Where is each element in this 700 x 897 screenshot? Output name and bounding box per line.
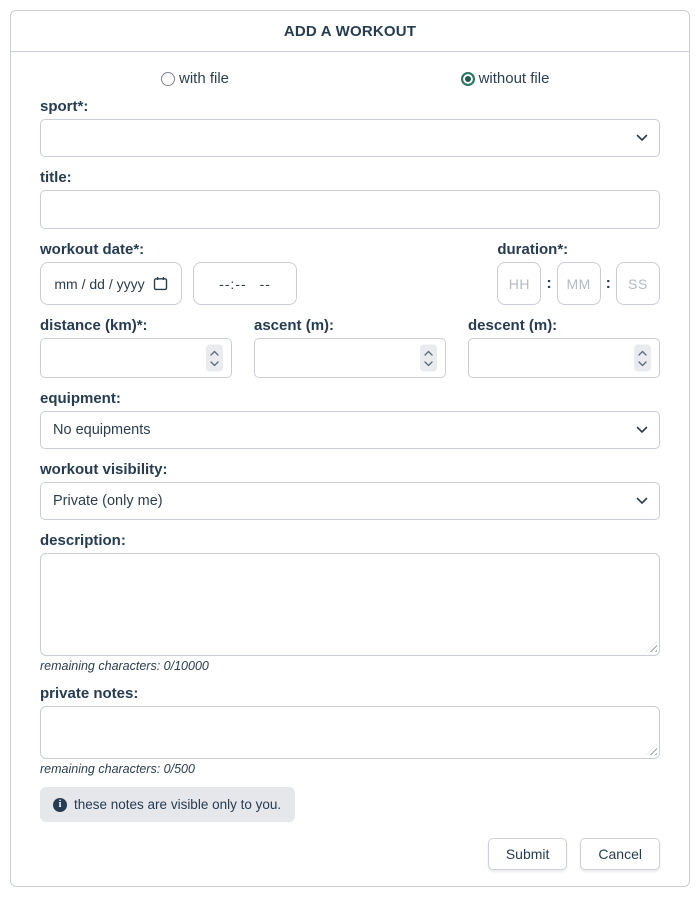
title-field-group xyxy=(40,169,660,229)
radio-without-file-label: without file xyxy=(478,70,550,87)
descent-label: descent (m): xyxy=(468,317,558,334)
duration-colon: : xyxy=(605,274,611,292)
form-actions xyxy=(40,838,660,870)
description-label: description: xyxy=(40,532,126,549)
info-icon: i xyxy=(53,798,67,812)
radio-checked-icon[interactable] xyxy=(461,72,475,86)
title-input[interactable] xyxy=(40,190,660,229)
visibility-select-value: Private (only me) xyxy=(53,493,163,509)
duration-seconds-placeholder: SS xyxy=(628,275,648,292)
workout-date-group xyxy=(40,241,297,305)
chevron-down-icon xyxy=(636,134,648,142)
duration-hours-placeholder: HH xyxy=(508,275,530,292)
distance-label: distance (km)*: xyxy=(40,317,148,334)
date-duration-row xyxy=(40,241,660,305)
time-colon: : xyxy=(230,275,236,292)
spinner-down-icon xyxy=(424,360,433,366)
number-stepper[interactable] xyxy=(206,345,223,372)
duration-group xyxy=(497,241,660,305)
description-field-group xyxy=(40,532,660,673)
spinner-up-icon xyxy=(424,350,433,356)
distance-field-group xyxy=(40,317,232,378)
spinner-up-icon xyxy=(638,350,647,356)
spinner-down-icon xyxy=(638,360,647,366)
spinner-up-icon xyxy=(210,350,219,356)
time-input[interactable] xyxy=(193,262,297,305)
description-textarea[interactable] xyxy=(40,553,660,656)
radio-without-file[interactable] xyxy=(350,70,660,87)
sport-select[interactable] xyxy=(40,119,660,157)
spinner-down-icon xyxy=(210,360,219,366)
ascent-input[interactable] xyxy=(254,338,446,378)
distance-input[interactable] xyxy=(40,338,232,378)
time-hour-placeholder: -- xyxy=(219,275,231,292)
add-workout-form xyxy=(11,52,689,886)
add-workout-card xyxy=(10,10,690,887)
time-meridiem-placeholder: -- xyxy=(259,275,271,292)
time-minute-placeholder: -- xyxy=(235,275,247,292)
number-stepper[interactable] xyxy=(634,345,651,372)
file-mode-radio-group xyxy=(40,70,660,87)
sport-label: sport*: xyxy=(40,98,89,115)
equipment-select-value: No equipments xyxy=(53,422,151,438)
duration-inputs xyxy=(497,262,660,305)
descent-input[interactable] xyxy=(468,338,660,378)
chevron-down-icon xyxy=(636,426,648,434)
radio-with-file-label: with file xyxy=(178,70,230,87)
distance-elevation-row xyxy=(40,317,660,378)
ascent-label: ascent (m): xyxy=(254,317,335,334)
equipment-field-group xyxy=(40,390,660,449)
chevron-down-icon xyxy=(636,497,648,505)
private-notes-hint xyxy=(40,787,295,822)
title-label: title: xyxy=(40,169,72,186)
private-notes-textarea[interactable] xyxy=(40,706,660,759)
private-notes-hint-text: these notes are visible only to you. xyxy=(74,797,282,812)
duration-minutes-placeholder: MM xyxy=(566,275,591,292)
sport-field-group xyxy=(40,98,660,157)
date-input[interactable] xyxy=(40,262,182,305)
visibility-select[interactable] xyxy=(40,482,660,520)
radio-with-file[interactable] xyxy=(40,70,350,87)
private-notes-field-group xyxy=(40,685,660,822)
submit-button[interactable]: Submit xyxy=(488,838,568,870)
cancel-button[interactable]: Cancel xyxy=(580,838,660,870)
private-notes-label: private notes: xyxy=(40,685,139,702)
duration-label: duration*: xyxy=(497,241,569,258)
duration-minutes-input[interactable] xyxy=(557,262,601,305)
date-placeholder: mm / dd / yyyy xyxy=(54,275,145,292)
page-title: ADD A WORKOUT xyxy=(11,11,689,52)
number-stepper[interactable] xyxy=(420,345,437,372)
date-time-inputs xyxy=(40,262,297,305)
equipment-label: equipment: xyxy=(40,390,121,407)
duration-colon: : xyxy=(546,274,552,292)
descent-field-group xyxy=(468,317,660,378)
radio-unchecked-icon[interactable] xyxy=(161,72,175,86)
duration-hours-input[interactable] xyxy=(497,262,541,305)
private-notes-remaining-characters: remaining characters: 0/500 xyxy=(40,762,195,776)
description-remaining-characters: remaining characters: 0/10000 xyxy=(40,659,209,673)
calendar-icon[interactable] xyxy=(153,276,168,291)
visibility-label: workout visibility: xyxy=(40,461,168,478)
equipment-select[interactable] xyxy=(40,411,660,449)
duration-seconds-input[interactable] xyxy=(616,262,660,305)
visibility-field-group xyxy=(40,461,660,520)
workout-date-label: workout date*: xyxy=(40,241,145,258)
ascent-field-group xyxy=(254,317,446,378)
